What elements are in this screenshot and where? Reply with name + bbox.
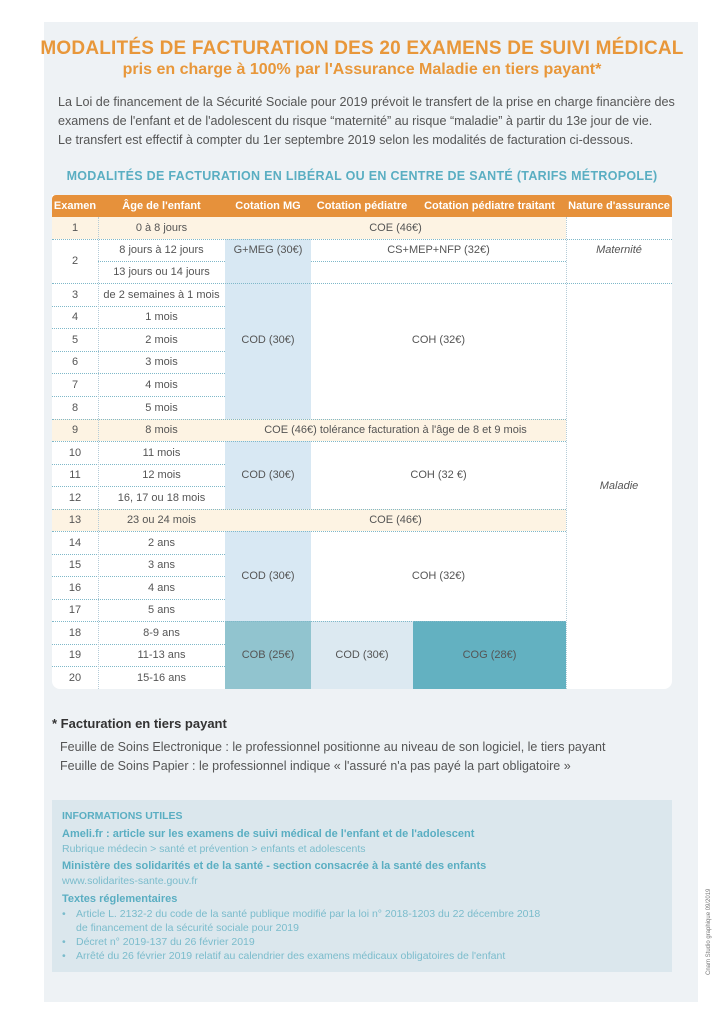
cotation-coe-exam-13: COE (46€) [369, 514, 422, 526]
nature-maternite: Maternité [596, 244, 642, 256]
header-examen: Examen [53, 200, 97, 212]
age-cell: 4 ans [148, 581, 175, 594]
header-nature-assurance: Nature d'assurance [568, 200, 670, 212]
texte-2: Décret n° 2019-137 du 26 février 2019 [76, 936, 255, 948]
cotation-cod-group-a: COD (30€) [241, 334, 295, 346]
cotation-cod-group-b: COD (30€) [241, 469, 295, 481]
exam-number: 18 [68, 626, 82, 639]
exam-number: 16 [68, 581, 82, 594]
exam-number: 15 [68, 559, 82, 571]
cotation-cob: COB (25€) [241, 649, 295, 661]
texte-1a: Article L. 2132-2 du code de la santé publique modifié par la loi n° 2018-1203 du 22 décembre 2018 [76, 908, 541, 920]
header-cotation-pediatre: Cotation pédiatre [316, 200, 408, 212]
age-cell: 15-16 ans [137, 671, 186, 684]
cotation-coe-exam-1: COE (46€) [369, 222, 422, 234]
exam-number: 20 [68, 671, 82, 684]
info-box [52, 800, 672, 972]
cotation-csmep: CS+MEP+NFP (32€) [387, 244, 490, 256]
age-cell: 11-13 ans [137, 649, 186, 661]
note-line-2: Feuille de Soins Papier : le professionnel indique « l'assuré n'a pas payé la part obligatoire » [60, 759, 571, 773]
intro-line-2: examens de l'enfant et de l'adolescent du risque “maternité” au risque “maladie” à partir du 13e jour de vie. [58, 114, 653, 128]
exam-number: 2 [71, 255, 79, 267]
age-cell: 5 mois [145, 401, 178, 414]
age-cell: 16, 17 ou 18 mois [117, 491, 206, 504]
exam-number: 11 [69, 469, 81, 481]
cotation-coe-exam-9: COE (46€) tolérance facturation à l'âge de 8 et 9 mois [264, 424, 527, 436]
billing-table [52, 195, 672, 689]
exam-number: 8 [71, 401, 79, 414]
page-subtitle: pris en charge à 100% par l'Assurance Maladie en tiers payant* [122, 61, 602, 78]
intro-line-3: Le transfert est effectif à compter du 1er septembre 2019 selon les modalités de facturation ci-dessous. [58, 133, 634, 147]
exam-number: 9 [71, 424, 79, 436]
credit-text: Cnam Studio graphique 09/2019 [706, 888, 712, 975]
textes-title: Textes réglementaires [62, 893, 178, 905]
cotation-gmeg: G+MEG (30€) [233, 244, 303, 256]
age-cell: 8-9 ans [143, 626, 180, 639]
ameli-title[interactable]: Ameli.fr : article sur les examens de suivi médical de l'enfant et de l'adolescent [62, 828, 475, 840]
bullet-icon: • [62, 936, 66, 948]
age-cell: 3 ans [148, 559, 175, 571]
note-title: * Facturation en tiers payant [52, 716, 227, 731]
intro-paragraph [58, 93, 678, 150]
age-cell: 12 mois [142, 469, 181, 481]
cotation-coh-group-a: COH (32€) [411, 334, 466, 346]
texte-3: Arrêté du 26 février 2019 relatif au calendrier des examens médicaux obligatoires de l'enfant [76, 950, 506, 962]
age-cell: 5 ans [148, 604, 175, 616]
note-line-1: Feuille de Soins Electronique : le professionnel positionne au niveau de son logiciel, le tiers payant [60, 740, 606, 754]
age-cell: 11 mois [142, 446, 181, 459]
intro-line-1: La Loi de financement de la Sécurité Sociale pour 2019 prévoit le transfert de la prise en charge financière des [58, 95, 675, 109]
age-cell: 2 mois [145, 333, 178, 346]
age-cell: de 2 semaines à 1 mois [103, 288, 220, 301]
nature-maladie: Maladie [599, 480, 639, 492]
age-cell: 3 mois [145, 356, 178, 368]
cotation-cog: COG (28€) [462, 649, 517, 661]
texte-1b: de financement de la sécurité sociale pour 2019 [76, 922, 299, 934]
page-title: MODALITÉS DE FACTURATION DES 20 EXAMENS DE SUIVI MÉDICAL [40, 38, 684, 59]
exam-number: 6 [71, 356, 79, 368]
age-cell: 1 mois [145, 311, 178, 323]
ministere-title: Ministère des solidarités et de la santé - section consacrée à la santé des enfants [62, 860, 487, 872]
cotation-coh-group-b: COH (32 €) [410, 469, 467, 481]
exam-number: 10 [68, 446, 82, 459]
bullet-icon: • [62, 950, 66, 962]
age-cell: 4 mois [145, 378, 178, 391]
exam-number: 7 [71, 378, 79, 391]
exam-number: 14 [68, 536, 82, 549]
cotation-cod-group-c: COD (30€) [241, 570, 295, 582]
age-cell: 2 ans [148, 536, 175, 549]
exam-number: 13 [68, 514, 82, 526]
ministere-url[interactable]: www.solidarites-sante.gouv.fr [62, 875, 198, 887]
table-header [52, 195, 672, 217]
header-age: Âge de l'enfant [122, 200, 201, 212]
age-cell: 23 ou 24 mois [126, 514, 197, 526]
exam-number: 4 [71, 311, 79, 323]
exam-number: 19 [68, 649, 82, 661]
table-title: MODALITÉS DE FACTURATION EN LIBÉRAL OU EN CENTRE DE SANTÉ (TARIFS MÉTROPOLE) [66, 169, 658, 183]
cotation-coh-group-c: COH (32€) [411, 570, 466, 582]
age-cell: 8 mois [145, 424, 178, 436]
exam-number: 17 [68, 604, 82, 616]
age-cell: 0 à 8 jours [135, 222, 188, 234]
exam-number: 3 [71, 288, 79, 301]
info-title: INFORMATIONS UTILES [62, 810, 183, 822]
bullet-icon: • [62, 908, 66, 920]
header-cotation-pediatre-traitant: Cotation pédiatre traitant [424, 200, 555, 212]
exam-number: 12 [68, 491, 82, 504]
header-cotation-mg: Cotation MG [235, 200, 301, 212]
exam-number: 1 [71, 222, 79, 234]
age-cell: 13 jours ou 14 jours [113, 266, 210, 278]
ameli-path: Rubrique médecin > santé et prévention > enfants et adolescents [62, 843, 366, 855]
exam-number: 5 [71, 333, 79, 346]
cotation-cod-pediatre: COD (30€) [335, 649, 389, 661]
age-cell: 8 jours à 12 jours [119, 244, 204, 256]
